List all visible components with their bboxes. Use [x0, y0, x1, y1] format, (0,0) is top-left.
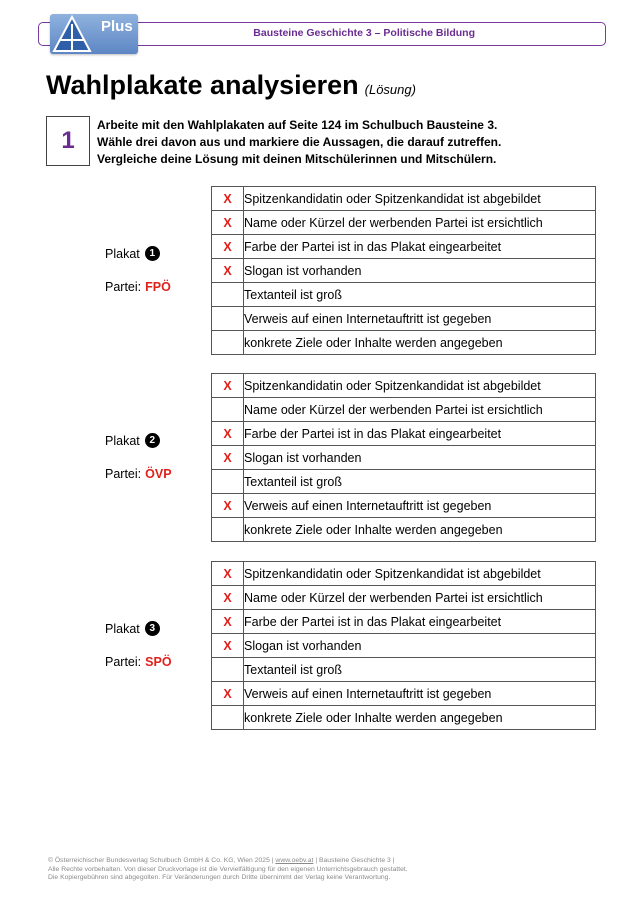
table-row [212, 518, 596, 542]
table-row [212, 706, 596, 730]
check-mark-cell[interactable] [212, 518, 244, 542]
check-mark-cell[interactable]: X [212, 682, 244, 706]
criterion-text: konkrete Ziele oder Inhalte werden angegeben [244, 331, 596, 355]
criterion-text: Slogan ist vorhanden [244, 259, 596, 283]
check-mark-cell[interactable] [212, 283, 244, 307]
party-name: SPÖ [145, 655, 172, 669]
criterion-text: Name oder Kürzel der werbenden Partei ist ersichtlich [244, 586, 596, 610]
check-mark-cell[interactable]: X [212, 494, 244, 518]
task-instructions [97, 117, 557, 168]
table-row [212, 562, 596, 586]
criteria-table [211, 373, 596, 542]
page-title [46, 70, 416, 101]
table-row [212, 446, 596, 470]
criterion-text: Farbe der Partei ist in das Plakat eingearbeitet [244, 235, 596, 259]
table-row [212, 374, 596, 398]
check-mark-cell[interactable]: X [212, 235, 244, 259]
footer-book-title: | Bausteine Geschichte 3 | [313, 857, 395, 864]
table-row [212, 259, 596, 283]
table-row [212, 398, 596, 422]
party-label [105, 467, 172, 481]
footer [48, 857, 608, 883]
footer-copyright: © Österreichischer Bundesverlag Schulbuch GmbH & Co. KG, Wien 2025 | [48, 857, 276, 864]
table-row [212, 634, 596, 658]
poster-label-text: Plakat [105, 433, 140, 448]
check-mark-cell[interactable] [212, 658, 244, 682]
table-row [212, 658, 596, 682]
poster-number-badge: 3 [145, 621, 160, 636]
check-mark-cell[interactable] [212, 331, 244, 355]
criterion-text: Verweis auf einen Internetauftritt ist gegeben [244, 307, 596, 331]
poster-label-text: Plakat [105, 621, 140, 636]
criterion-text: Verweis auf einen Internetauftritt ist gegeben [244, 494, 596, 518]
check-mark-cell[interactable]: X [212, 211, 244, 235]
table-row [212, 470, 596, 494]
criterion-text: Farbe der Partei ist in das Plakat eingearbeitet [244, 610, 596, 634]
check-mark-cell[interactable]: X [212, 634, 244, 658]
party-label-text: Partei: [105, 280, 142, 294]
criterion-text: Name oder Kürzel der werbenden Partei ist ersichtlich [244, 211, 596, 235]
poster-block-1 [0, 186, 640, 356]
party-name: FPÖ [145, 280, 171, 294]
criterion-text: Verweis auf einen Internetauftritt ist gegeben [244, 682, 596, 706]
check-mark-cell[interactable] [212, 706, 244, 730]
table-row [212, 211, 596, 235]
poster-number-badge: 1 [145, 246, 160, 261]
poster-label [105, 433, 160, 448]
criterion-text: Slogan ist vorhanden [244, 446, 596, 470]
footer-line-2: Alle Rechte vorbehalten. Von dieser Druckvorlage ist die Vervielfältigung für den eigenen Unterrichtsgebrauch gestattet. [48, 865, 408, 873]
poster-label [105, 246, 160, 261]
check-mark-cell[interactable]: X [212, 446, 244, 470]
criterion-text: Spitzenkandidatin oder Spitzenkandidat ist abgebildet [244, 187, 596, 211]
logo-text: Plus [101, 18, 133, 35]
check-mark-cell[interactable]: X [212, 586, 244, 610]
check-mark-cell[interactable]: X [212, 187, 244, 211]
table-row [212, 187, 596, 211]
table-row [212, 422, 596, 446]
table-row [212, 682, 596, 706]
instruction-line: Arbeite mit den Wahlplakaten auf Seite 124 im Schulbuch Bausteine 3. [97, 118, 498, 132]
criterion-text: Farbe der Partei ist in das Plakat eingearbeitet [244, 422, 596, 446]
check-mark-cell[interactable]: X [212, 374, 244, 398]
criterion-text: Textanteil ist groß [244, 283, 596, 307]
task-number: 1 [46, 116, 90, 166]
check-mark-cell[interactable]: X [212, 259, 244, 283]
footer-line-3: Die Kopiergebühren sind abgegolten. Für Veränderungen durch Dritte übernimmt der Verlag keine Verantwortung. [48, 874, 391, 881]
criterion-text: Textanteil ist groß [244, 470, 596, 494]
poster-label-text: Plakat [105, 246, 140, 261]
criterion-text: konkrete Ziele oder Inhalte werden angegeben [244, 518, 596, 542]
criterion-text: Textanteil ist groß [244, 658, 596, 682]
party-name: ÖVP [145, 467, 172, 481]
check-mark-cell[interactable] [212, 307, 244, 331]
criteria-table [211, 561, 596, 730]
publisher-link[interactable]: www.oebv.at [275, 857, 314, 864]
check-mark-cell[interactable]: X [212, 562, 244, 586]
table-row [212, 586, 596, 610]
page-title-text: Wahlplakate analysieren [46, 70, 359, 100]
table-row [212, 610, 596, 634]
party-label [105, 280, 171, 294]
poster-block-3 [0, 561, 640, 731]
check-mark-cell[interactable] [212, 470, 244, 494]
criterion-text: Name oder Kürzel der werbenden Partei ist ersichtlich [244, 398, 596, 422]
table-row [212, 331, 596, 355]
table-row [212, 283, 596, 307]
table-row [212, 307, 596, 331]
poster-block-2 [0, 373, 640, 543]
party-label [105, 655, 172, 669]
check-mark-cell[interactable]: X [212, 610, 244, 634]
check-mark-cell[interactable]: X [212, 422, 244, 446]
criterion-text: Slogan ist vorhanden [244, 634, 596, 658]
table-row [212, 494, 596, 518]
plus-logo [50, 14, 138, 54]
table-row [212, 235, 596, 259]
party-label-text: Partei: [105, 655, 142, 669]
poster-label [105, 621, 160, 636]
instruction-line: Vergleiche deine Lösung mit deinen Mitschülerinnen und Mitschülern. [97, 152, 497, 166]
criterion-text: Spitzenkandidatin oder Spitzenkandidat ist abgebildet [244, 374, 596, 398]
criteria-table [211, 186, 596, 355]
party-label-text: Partei: [105, 467, 142, 481]
header-title: Bausteine Geschichte 3 – Politische Bildung [253, 27, 475, 39]
poster-number-badge: 2 [145, 433, 160, 448]
page-subtitle: (Lösung) [364, 82, 416, 97]
footer-line-1 [48, 857, 608, 866]
criterion-text: konkrete Ziele oder Inhalte werden angegeben [244, 706, 596, 730]
check-mark-cell[interactable] [212, 398, 244, 422]
instruction-line: Wähle drei davon aus und markiere die Aussagen, die darauf zutreffen. [97, 135, 502, 149]
criterion-text: Spitzenkandidatin oder Spitzenkandidat ist abgebildet [244, 562, 596, 586]
